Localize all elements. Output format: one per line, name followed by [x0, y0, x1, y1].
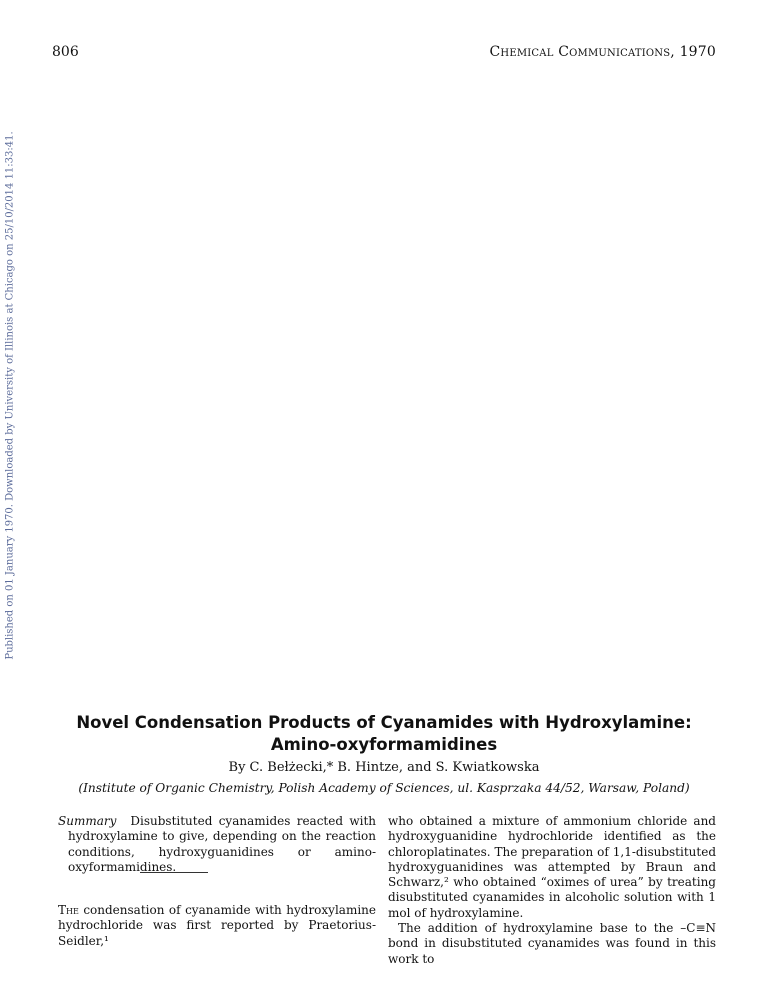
- summary-text: Disubstituted cyanamides reacted with hydroxylamine to give, depending on the reaction conditions, hydroxyguanidines or amino-oxyformamidines.: [68, 814, 376, 874]
- affiliation: [40, 781, 728, 795]
- summary-block: [58, 814, 376, 875]
- provenance-text[interactable]: Published on 01 January 1970. Downloaded by University of Illinois at Chicago on 25/10/2014 11:33:41.: [4, 130, 16, 660]
- right-paragraph-1: who obtained a mixture of ammonium chloride and hydroxyguanidine hydrochloride identified as the chloroplatinates. The preparation of 1,1-disubstituted hydroxyguanidines was attempted by Braun and Schwarz,² who obtained “oximes of urea” by treating disubstituted cyanamides in alcoholic solution with 1 mol of hydroxylamine.: [388, 814, 716, 920]
- right-paragraph-2: The addition of hydroxylamine base to the –C≡N bond in disubstituted cyanamides was found in this work to: [388, 921, 716, 966]
- authors: By C. Bełżecki,* B. Hintze, and S. Kwiatkowska: [228, 760, 540, 775]
- summary-label: Summary: [58, 814, 117, 828]
- intro-lead: The: [58, 903, 79, 917]
- page-number: 806: [52, 44, 79, 60]
- affiliation-text: (Institute of Organic Chemistry, Polish Academy of Sciences, ul. Kasprzaka 44/52, Warsaw, Poland): [78, 781, 690, 795]
- section-divider: [140, 872, 208, 873]
- provenance-sidebar: [0, 130, 20, 660]
- intro-paragraph: [58, 903, 376, 949]
- intro-text: condensation of cyanamide with hydroxylamine hydrochloride was first reported by Praetorius-Seidler,¹: [58, 903, 376, 948]
- article-title: [40, 712, 728, 756]
- title-line-1: Novel Condensation Products of Cyanamides with Hydroxylamine:: [76, 713, 692, 732]
- right-column: [388, 814, 716, 967]
- title-line-2: Amino-oxyformamidines: [270, 735, 498, 754]
- journal-name: Chemical Communications, 1970: [489, 44, 716, 60]
